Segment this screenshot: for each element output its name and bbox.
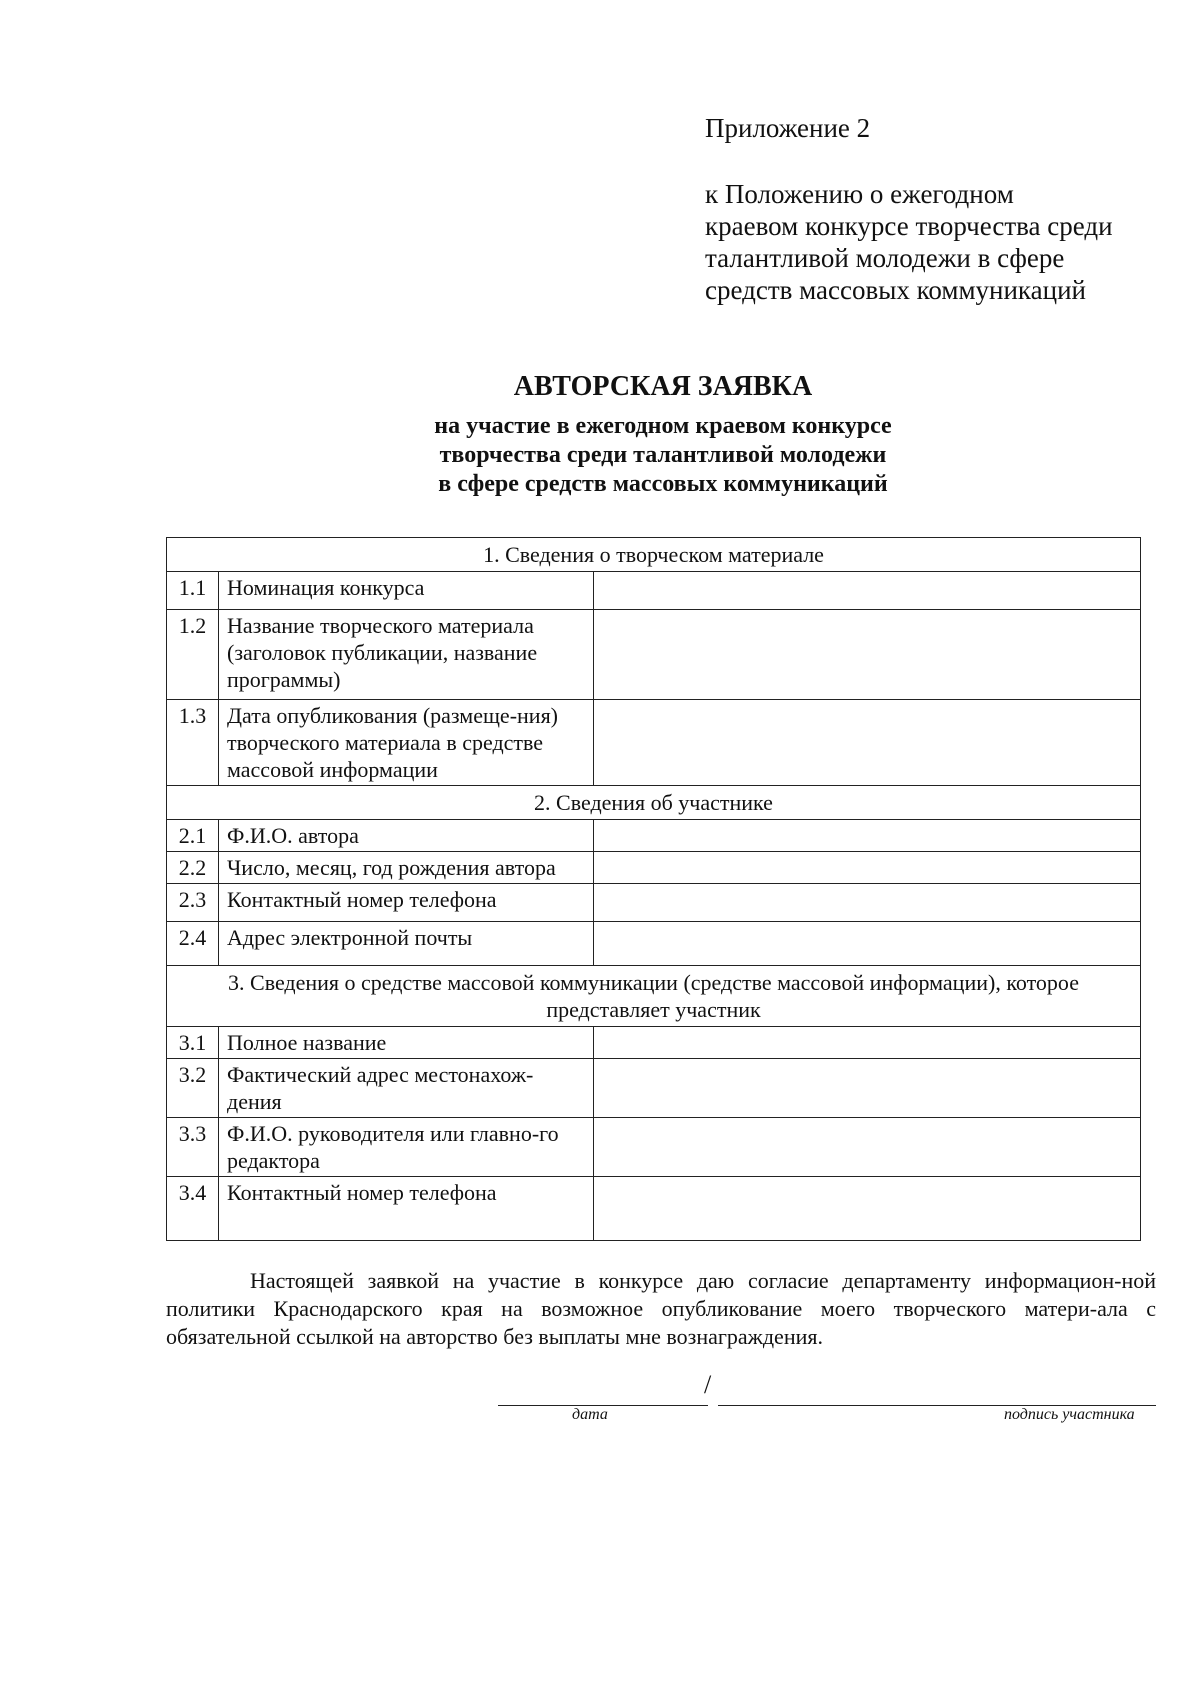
annex-title: Приложение 2 xyxy=(705,113,871,143)
signature-caption: подпись участника xyxy=(1004,1406,1135,1423)
row-label: Число, месяц, год рождения автора xyxy=(219,852,594,884)
row-value-field[interactable] xyxy=(594,1027,1141,1059)
row-number: 2.3 xyxy=(167,884,219,922)
row-label: Фактический адрес местонахож-дения xyxy=(219,1059,594,1118)
table-row xyxy=(167,572,1141,610)
table-row xyxy=(167,1118,1141,1177)
row-number: 1.3 xyxy=(167,700,219,786)
row-label: Адрес электронной почты xyxy=(219,922,594,966)
row-number: 1.2 xyxy=(167,610,219,700)
table-row xyxy=(167,852,1141,884)
row-value-field[interactable] xyxy=(594,572,1141,610)
table-row xyxy=(167,820,1141,852)
section-header-row xyxy=(167,538,1141,572)
section-title: 1. Сведения о творческом материале xyxy=(167,538,1141,572)
row-value-field[interactable] xyxy=(594,610,1141,700)
annex-line: талантливой молодежи в сфере xyxy=(705,243,1065,273)
row-value-field[interactable] xyxy=(594,700,1141,786)
row-number: 3.1 xyxy=(167,1027,219,1059)
row-value-field[interactable] xyxy=(594,922,1141,966)
date-caption: дата xyxy=(572,1406,608,1423)
annex-line: средств массовых коммуникаций xyxy=(705,275,1086,305)
signature-separator: / xyxy=(704,1370,712,1399)
row-value-field[interactable] xyxy=(594,820,1141,852)
row-value-field[interactable] xyxy=(594,852,1141,884)
document-title: АВТОРСКАЯ ЗАЯВКА xyxy=(513,371,813,402)
annex-block xyxy=(705,112,1165,306)
row-value-field[interactable] xyxy=(594,1118,1141,1177)
table-row xyxy=(167,1059,1141,1118)
row-value-field[interactable] xyxy=(594,1177,1141,1241)
row-value-field[interactable] xyxy=(594,884,1141,922)
table-row xyxy=(167,1027,1141,1059)
annex-line: к Положению о ежегодном xyxy=(705,179,1014,209)
section-title: 2. Сведения об участнике xyxy=(167,786,1141,820)
row-label: Полное название xyxy=(219,1027,594,1059)
section-header-row xyxy=(167,786,1141,820)
row-label: Ф.И.О. руководителя или главно-го редактора xyxy=(219,1118,594,1177)
row-number: 2.2 xyxy=(167,852,219,884)
table-row xyxy=(167,922,1141,966)
annex-line: краевом конкурсе творчества среди xyxy=(705,211,1113,241)
row-label: Номинация конкурса xyxy=(219,572,594,610)
row-number: 3.4 xyxy=(167,1177,219,1241)
section-header-row xyxy=(167,966,1141,1027)
consent-paragraph: Настоящей заявкой на участие в конкурсе даю согласие департаменту информацион-ной политики Краснодарского края на возможное опубликование моего творческого матери-ала с обязательной ссылкой на авторство без выплаты мне вознаграждения. xyxy=(166,1268,1156,1349)
row-label: Ф.И.О. автора xyxy=(219,820,594,852)
row-number: 2.1 xyxy=(167,820,219,852)
row-number: 3.3 xyxy=(167,1118,219,1177)
document-subtitle-line: на участие в ежегодном краевом конкурсе xyxy=(434,413,892,439)
table-row xyxy=(167,610,1141,700)
document-subtitle xyxy=(0,412,1200,499)
section-title: 3. Сведения о средстве массовой коммуникации (средстве массовой информации), которое представляет участник xyxy=(167,966,1141,1027)
table-row xyxy=(167,700,1141,786)
row-label: Название творческого материала (заголовок публикации, название программы) xyxy=(219,610,594,700)
table-row xyxy=(167,884,1141,922)
row-label: Контактный номер телефона xyxy=(219,1177,594,1241)
row-number: 2.4 xyxy=(167,922,219,966)
application-form-table xyxy=(166,537,1141,1241)
row-number: 3.2 xyxy=(167,1059,219,1118)
table-row xyxy=(167,1177,1141,1241)
document-subtitle-line: творчества среди талантливой молодежи xyxy=(439,442,887,468)
row-label: Дата опубликования (размеще-ния) творческого материала в средстве массовой информации xyxy=(219,700,594,786)
document-subtitle-line: в сфере средств массовых коммуникаций xyxy=(438,471,888,497)
row-label: Контактный номер телефона xyxy=(219,884,594,922)
row-number: 1.1 xyxy=(167,572,219,610)
row-value-field[interactable] xyxy=(594,1059,1141,1118)
